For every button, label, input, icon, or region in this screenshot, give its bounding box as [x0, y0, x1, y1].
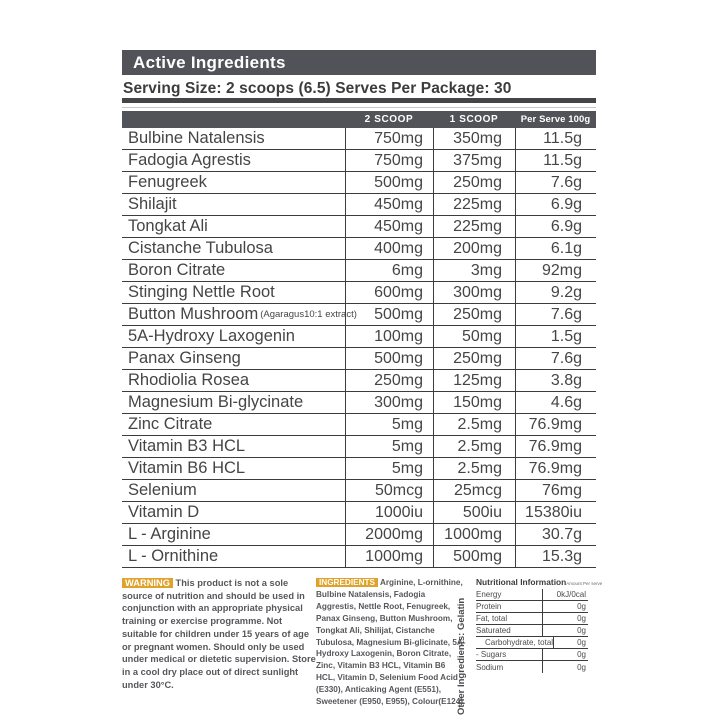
amount-2-scoop: 450mg — [345, 194, 433, 215]
ingredient-name: Fenugreek — [128, 173, 207, 191]
amount-per-serve: 76.9mg — [515, 458, 596, 479]
ingredient-name-cell — [122, 194, 345, 215]
nutrition-row — [476, 649, 588, 661]
amount-1-scoop: 25mcg — [433, 480, 515, 501]
ingredient-name-cell — [122, 458, 345, 479]
amount-1-scoop: 500iu — [433, 502, 515, 523]
nutrition-subtitle: Amount Per serve — [566, 581, 603, 586]
amount-per-serve: 11.5g — [515, 128, 596, 149]
nutrition-value: 0g — [542, 613, 588, 624]
column-header-1-scoop: 1 SCOOP — [449, 114, 499, 125]
ingredient-name-cell — [122, 480, 345, 501]
ingredient-name: 5A-Hydroxy Laxogenin — [128, 327, 295, 345]
table-row — [122, 392, 596, 414]
table-row — [122, 282, 596, 304]
table-row — [122, 304, 596, 326]
nutrition-title-row — [476, 577, 603, 589]
amount-1-scoop: 50mg — [433, 326, 515, 347]
nutrition-label: Fat, total — [476, 614, 508, 623]
ingredient-name: Selenium — [128, 481, 197, 499]
amount-1-scoop: 300mg — [433, 282, 515, 303]
table-row — [122, 458, 596, 480]
other-ingredients-vertical-text: Other Ingredients: Gelatin — [456, 597, 467, 715]
ingredient-name-cell — [122, 172, 345, 193]
ingredient-name-cell — [122, 304, 357, 325]
nutrition-value: 0g — [553, 637, 588, 648]
nutrition-value: 0kJ/0cal — [542, 589, 588, 600]
nutrition-row — [476, 589, 588, 601]
amount-per-serve: 92mg — [515, 260, 596, 281]
nutrition-label: - Sugars — [476, 650, 507, 659]
ingredient-name-cell — [122, 414, 345, 435]
page-title: Active Ingredients — [133, 52, 286, 72]
ingredient-note: (Agaragus10:1 extract) — [260, 309, 357, 320]
amount-per-serve: 6.1g — [515, 238, 596, 259]
nutrition-value: 0g — [542, 661, 588, 673]
amount-1-scoop: 2.5mg — [433, 414, 515, 435]
amount-1-scoop: 125mg — [433, 370, 515, 391]
amount-per-serve: 9.2g — [515, 282, 596, 303]
amount-2-scoop: 500mg — [345, 172, 433, 193]
ingredient-name: Vitamin B6 HCL — [128, 459, 246, 477]
table-row — [122, 172, 596, 194]
ingredient-name: Shilajit — [128, 195, 177, 213]
ingredient-name: Button Mushroom — [128, 305, 259, 323]
nutrition-information-panel — [476, 577, 603, 673]
ingredient-name: Boron Citrate — [128, 261, 226, 279]
amount-per-serve: 6.9g — [515, 216, 596, 237]
table-row — [122, 502, 596, 524]
table-row — [122, 128, 596, 150]
ingredient-name: L - Ornithine — [128, 547, 219, 565]
serving-size-line: Serving Size: 2 scoops (6.5) Serves Per Package: 30 — [123, 80, 512, 97]
ingredient-name: Magnesium Bi-glycinate — [128, 393, 304, 411]
warning-text: This product is not a sole source of nutrition and should be used in conjunction with an appropriate physical training or exercise programme. Not suitable for children under 15 years of age or pregnant women. Should only be used under medical or dietetic supervision. Store in a cool dry place out of direct sunlight under 30°C. — [122, 578, 316, 690]
table-row — [122, 546, 596, 568]
amount-2-scoop: 5mg — [345, 436, 433, 457]
table-row — [122, 216, 596, 238]
amount-per-serve: 15.3g — [515, 546, 596, 567]
nutrition-title: Nutritional Information — [476, 577, 567, 587]
ingredient-name-cell — [122, 502, 345, 523]
ingredient-name: Bulbine Natalensis — [128, 129, 265, 147]
ingredient-name: Cistanche Tubulosa — [128, 239, 273, 257]
nutrition-row — [476, 601, 588, 613]
ingredient-name-cell — [122, 546, 345, 567]
divider-thick — [122, 98, 596, 103]
ingredient-name-cell — [122, 260, 345, 281]
amount-1-scoop: 250mg — [433, 172, 515, 193]
amount-per-serve: 7.6g — [515, 348, 596, 369]
ingredients-text: Arginine, L-ornithine, Bulbine Natalensis, Fadogia Aggrestis, Nettle Root, Fenugreek, Panax Ginseng, Button Mushroom, Tongkat Ali, Shilijat, Cistanche Tubulosa, Magnesium Bi-glicinate, 5A-Hydroxy Laxogenin, Boron Citrate, Zinc, Vitamin B3 HCL, Vitamin B6 HCL, Vitamin D, Selenium Food Acid (E330), Anticaking Agent (E551), Sweetener (E950, E955), Colour(E124). — [316, 578, 466, 707]
amount-per-serve: 11.5g — [515, 150, 596, 171]
amount-per-serve: 30.7g — [515, 524, 596, 545]
amount-per-serve: 7.6g — [515, 172, 596, 193]
amount-2-scoop: 500mg — [345, 348, 433, 369]
ingredient-name-cell — [122, 150, 345, 171]
amount-2-scoop: 50mcg — [345, 480, 433, 501]
ingredient-name: Panax Ginseng — [128, 349, 241, 367]
column-header-2-scoop: 2 SCOOP — [364, 114, 414, 125]
amount-per-serve: 76.9mg — [515, 436, 596, 457]
ingredient-name-cell — [122, 436, 345, 457]
ingredient-name-cell — [122, 326, 345, 347]
ingredient-name: L - Arginine — [128, 525, 211, 543]
amount-per-serve: 76.9mg — [515, 414, 596, 435]
amount-2-scoop: 750mg — [345, 150, 433, 171]
amount-1-scoop: 500mg — [433, 546, 515, 567]
nutrition-row — [476, 661, 588, 673]
amount-1-scoop: 3mg — [433, 260, 515, 281]
active-ingredients-header — [122, 50, 596, 75]
nutrition-value: 0g — [542, 649, 588, 660]
amount-1-scoop: 225mg — [433, 216, 515, 237]
table-row — [122, 194, 596, 216]
ingredient-name-cell — [122, 370, 345, 391]
amount-1-scoop: 225mg — [433, 194, 515, 215]
amount-2-scoop: 100mg — [345, 326, 433, 347]
amount-2-scoop: 600mg — [345, 282, 433, 303]
ingredients-paragraph — [316, 577, 466, 708]
amount-per-serve: 7.6g — [515, 304, 596, 325]
amount-per-serve: 15380iu — [515, 502, 596, 523]
amount-2-scoop: 5mg — [345, 414, 433, 435]
ingredient-name: Zinc Citrate — [128, 415, 213, 433]
active-ingredients-table — [122, 128, 596, 568]
table-row — [122, 150, 596, 172]
table-row — [122, 348, 596, 370]
amount-1-scoop: 1000mg — [433, 524, 515, 545]
amount-1-scoop: 350mg — [433, 128, 515, 149]
nutrition-row — [476, 637, 588, 649]
amount-2-scoop: 6mg — [345, 260, 433, 281]
ingredient-name: Fadogia Agrestis — [128, 151, 251, 169]
nutrition-label: Carbohydrate, total — [485, 638, 554, 647]
ingredient-name-cell — [122, 128, 345, 149]
nutrition-rows — [476, 589, 588, 673]
ingredient-name: Rhodiolia Rosea — [128, 371, 250, 389]
nutrition-row — [476, 625, 588, 637]
amount-1-scoop: 250mg — [433, 348, 515, 369]
ingredient-name-cell — [122, 392, 345, 413]
amount-2-scoop: 450mg — [345, 216, 433, 237]
amount-1-scoop: 2.5mg — [433, 436, 515, 457]
ingredient-name-cell — [122, 238, 345, 259]
nutrition-label: Protein — [476, 602, 502, 611]
amount-1-scoop: 200mg — [433, 238, 515, 259]
table-row — [122, 326, 596, 348]
table-row — [122, 524, 596, 546]
nutrition-label: Saturated — [476, 626, 511, 635]
amount-per-serve: 6.9g — [515, 194, 596, 215]
warning-badge: WARNING — [122, 578, 173, 588]
nutrition-value: 0g — [542, 625, 588, 636]
ingredient-name: Vitamin D — [128, 503, 200, 521]
divider-thin — [122, 107, 596, 108]
amount-1-scoop: 375mg — [433, 150, 515, 171]
table-row — [122, 260, 596, 282]
ingredient-name-cell — [122, 216, 345, 237]
ingredient-name: Tongkat Ali — [128, 217, 208, 235]
amount-1-scoop: 150mg — [433, 392, 515, 413]
nutrition-value: 0g — [542, 601, 588, 612]
amount-2-scoop: 250mg — [345, 370, 433, 391]
table-row — [122, 414, 596, 436]
table-row — [122, 480, 596, 502]
nutrition-label: Energy — [476, 590, 502, 599]
amount-per-serve: 3.8g — [515, 370, 596, 391]
amount-per-serve: 76mg — [515, 480, 596, 501]
ingredient-name: Vitamin B3 HCL — [128, 437, 246, 455]
ingredients-badge: INGREDIENTS — [316, 578, 378, 587]
nutrition-label: Sodium — [476, 662, 504, 672]
amount-1-scoop: 250mg — [433, 304, 515, 325]
warning-paragraph — [122, 577, 318, 691]
table-column-header — [122, 111, 596, 128]
ingredient-name-cell — [122, 524, 345, 545]
amount-2-scoop: 750mg — [345, 128, 433, 149]
column-header-per-serve: Per Serve 100g — [520, 114, 591, 125]
amount-2-scoop: 5mg — [345, 458, 433, 479]
amount-per-serve: 4.6g — [515, 392, 596, 413]
amount-1-scoop: 2.5mg — [433, 458, 515, 479]
amount-2-scoop: 500mg — [345, 304, 433, 325]
ingredient-name-cell — [122, 348, 345, 369]
nutrition-row — [476, 613, 588, 625]
table-row — [122, 238, 596, 260]
ingredient-name: Stinging Nettle Root — [128, 283, 275, 301]
table-row — [122, 370, 596, 392]
amount-2-scoop: 400mg — [345, 238, 433, 259]
amount-2-scoop: 1000mg — [345, 546, 433, 567]
ingredient-name-cell — [122, 282, 345, 303]
amount-2-scoop: 1000iu — [345, 502, 433, 523]
table-row — [122, 436, 596, 458]
amount-per-serve: 1.5g — [515, 326, 596, 347]
amount-2-scoop: 2000mg — [345, 524, 433, 545]
amount-2-scoop: 300mg — [345, 392, 433, 413]
